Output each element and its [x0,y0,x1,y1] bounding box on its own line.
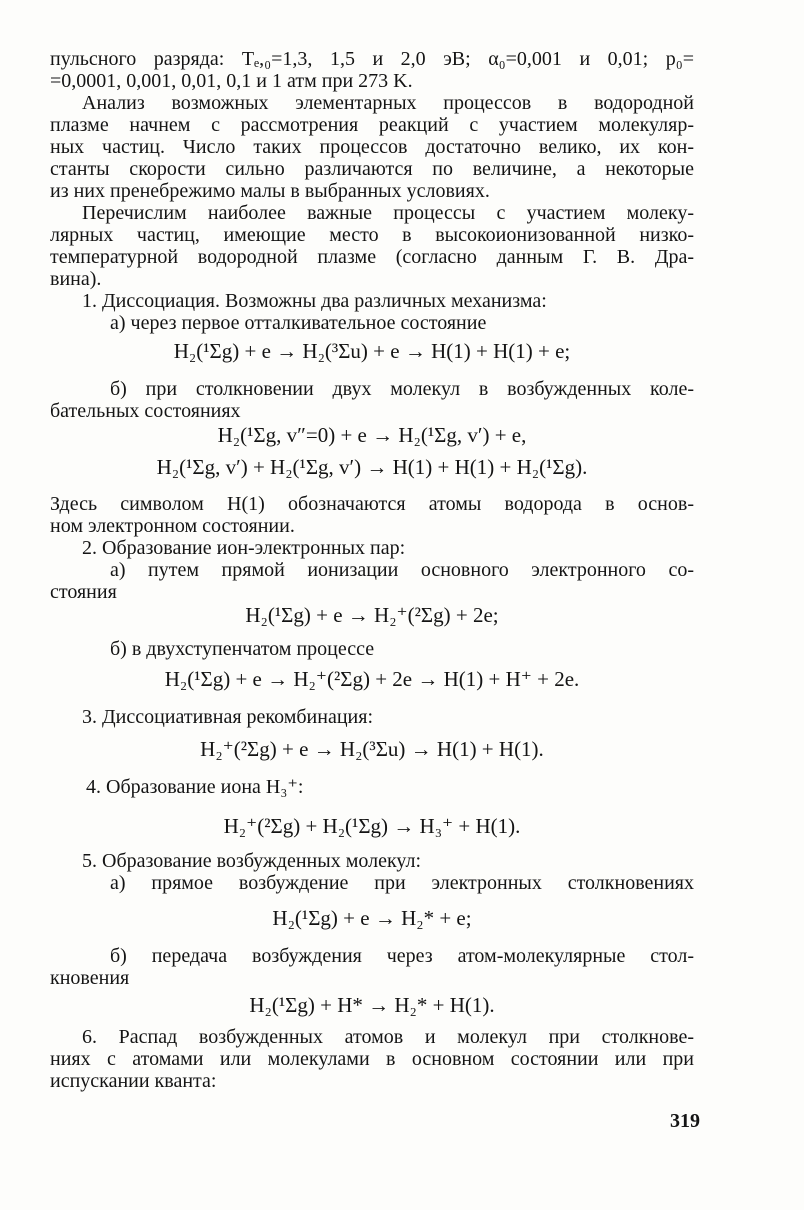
text-line: испускании кванта: [50,1070,217,1092]
text-line: ном электронном состоянии. [50,515,295,537]
text-line: б) при столкновении двух молекул в возбужденных коле- [110,378,694,400]
text-line: вина). [50,268,102,290]
text-line: пульсного разряда: Tₑ,₀=1,3, 1,5 и 2,0 эВ; α₀=0,001 и 0,01; p₀= [50,48,694,70]
text-line: а) прямое возбуждение при электронных столкновениях [110,872,694,894]
text-line: стояния [50,581,117,603]
formula-excitation-b: H₂(¹Σg) + H* → H₂* + H(1). [249,993,495,1017]
formula-recombination: H₂⁺(²Σg) + e → H₂(³Σu) → H(1) + H(1). [200,737,544,761]
section-heading: 3. Диссоциативная рекомбинация: [82,706,374,728]
text-line: лярных частиц, имеющие место в высокоионизованной низко- [50,224,694,246]
text-line: Перечислим наиболее важные процессы с участием молеку- [82,202,694,224]
text-line: кновения [50,967,130,989]
section-heading: 2. Образование ион-электронных пар: [82,537,406,559]
text-line: Анализ возможных элементарных процессов в водородной [82,92,694,114]
text-line: из них пренебрежимо малы в выбранных условиях. [50,180,490,202]
text-line: =0,0001, 0,001, 0,01, 0,1 и 1 атм при 273 K. [50,70,413,92]
text-line: плазме начнем с рассмотрения реакций с участием молекуляр- [50,114,694,136]
formula-ionization-a: H₂(¹Σg) + e → H₂⁺(²Σg) + 2e; [245,603,499,627]
formula-dissociation-a: H₂(¹Σg) + e → H₂(³Σu) + e → H(1) + H(1) + e; [173,339,571,363]
text-line: а) через первое отталкивательное состояние [110,312,487,334]
section-heading: 4. Образование иона H₃⁺: [86,776,304,798]
text-line: ниях с атомами или молекулами в основном состоянии или при [50,1048,694,1070]
text-line: Здесь символом H(1) обозначаются атомы водорода в основ- [50,493,694,515]
formula-h3-ion: H₂⁺(²Σg) + H₂(¹Σg) → H₃⁺ + H(1). [223,814,521,838]
section-heading: 6. Распад возбужденных атомов и молекул при столкнове- [82,1026,694,1048]
section-heading: 1. Диссоциация. Возможны два различных механизма: [82,290,547,312]
text-line: б) передача возбуждения через атом-молекулярные стол- [110,945,694,967]
text-line: бательных состояниях [50,400,241,422]
page-number: 319 [670,1110,700,1132]
text-line: температурной водородной плазме (согласно данным Г. В. Дра- [50,246,694,268]
section-heading: 5. Образование возбужденных молекул: [82,850,422,872]
text-line: а) путем прямой ионизации основного электронного со- [110,559,694,581]
formula-dissociation-b1: H₂(¹Σg, v″=0) + e → H₂(¹Σg, v′) + e, [217,423,527,447]
formula-ionization-b: H₂(¹Σg) + e → H₂⁺(²Σg) + 2e → H(1) + H⁺ + 2e. [164,667,580,691]
text-line: ных частиц. Число таких процессов достаточно велико, их кон- [50,136,694,158]
text-line: б) в двухступенчатом процессе [110,638,375,660]
text-line: станты скорости сильно различаются по величине, а некоторые [50,158,694,180]
formula-excitation-a: H₂(¹Σg) + e → H₂* + e; [272,906,472,930]
formula-dissociation-b2: H₂(¹Σg, v′) + H₂(¹Σg, v′) → H(1) + H(1) + H₂(¹Σg). [156,455,588,479]
